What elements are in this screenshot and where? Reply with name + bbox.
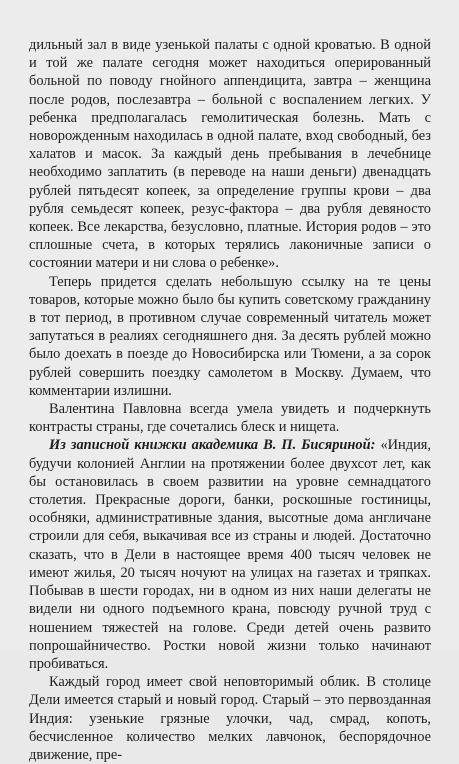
paragraph-5: Каждый город имеет свой неповторимый облик. В столице Дели имеется старый и новый город. Старый – это первозданная Индия: узенькие грязные улочки, чад, смрад, копоть, бесчисленное количество мелких лавчонок, беспорядочное движение, пре-	[29, 674, 431, 763]
paragraph-1: дильный зал в виде узенькой палаты с одной кроватью. В одной и той же палате сегодня может находиться оперированный больной по поводу гнойного аппендицита, завтра – женщина после родов, послезавтра – больной с воспалением легких. У ребенка предполагалась гемолитическая болезнь. Мать с новорожденным находилась в одной палате, вход свободный, без халатов и масок. За каждый день пребывания в лечебнице необходимо заплатить (в переводе на наши деньги) двенадцать рублей пятьдесят копеек, за определение группы крови – два рубля семьдесят копеек, резус-фактора – два рубля девяносто копеек. Все лекарства, безусловно, платные. История родов – это сплошные счета, в которых терялись лаконичные записи о состоянии матери и ни слова о ребенке».	[29, 37, 431, 272]
paragraph-2: Теперь придется сделать небольшую ссылку на те цены товаров, которые можно было бы купить советскому гражданину в тот период, в противном случае современный читатель может запутаться в реалиях сегодняшнего дня. За десять рублей можно было доехать в поезде до Новосибирска или Тюмени, а за сорок рублей совершить поездку самолетом в Москву. Думаем, что комментарии излишни.	[29, 273, 431, 399]
paragraph-3: Валентина Павловна всегда умела увидеть и подчеркнуть контрасты страны, где сочетались блеск и нищета.	[29, 401, 431, 436]
paragraph-4	[29, 436, 431, 673]
notebook-quote: «Индия, будучи колонией Англии на протяжении более двухсот лет, как бы остановилась в своем развитии на уровне семнадцатого столетия. Прекрасные дороги, банки, роскошные гостиницы, особняки, административные здания, высотные дома англичане строили для себя, выкачивая все из страны и людей. Достаточно сказать, что в Дели в настоящее время 400 тысяч человек не имеют жилья, 20 тысяч ночуют на улицах на газетах и тряпках. Побывав в шести городах, ни в одном из них наши делегаты не видели ни одного подъемного крана, повсюду ручной труд с ношением тяжестей на голове. Среди детей очень развито попрошайничество. Ростки новой жизни только начинают пробиваться.	[29, 437, 431, 672]
body-text	[29, 36, 431, 764]
notebook-heading: Из записной книжки академика В. П. Бисяриной:	[49, 437, 376, 454]
